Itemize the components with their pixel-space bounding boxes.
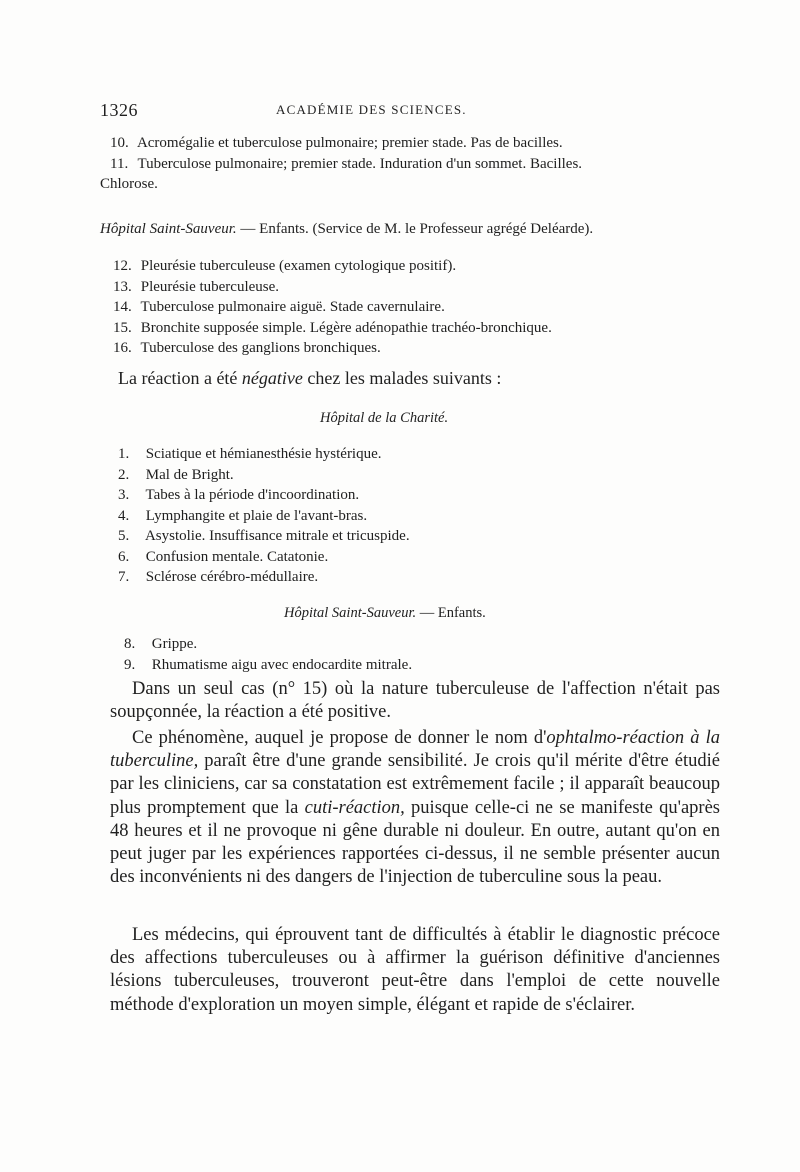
case-list-saint-sauveur-2 <box>124 634 412 675</box>
list-item: 15. Bronchite supposée simple. Légère adénopathie trachéo-bronchique. <box>113 319 552 336</box>
list-item: 2. Mal de Bright. <box>118 466 234 483</box>
paragraph-ophtalmo-reaction: Ce phénomène, auquel je propose de donner le nom d'ophtalmo-réaction à la tuberculine, paraît être d'une grande sensibilité. Je crois qu'il mérite d'être étudié par les cliniciens, car sa constatation est extrêmement facile ; il apparaît beaucoup plus promptement que la cuti-réaction, puisque celle-ci ne se manifeste qu'après 48 heures et il ne provoque ni gêne durable ni douleur. En outre, autant qu'on en peut juger par les expériences rapportées ci-dessus, il ne semble présenter aucun des inconvénients ni des dangers de l'injection de tuberculine sous la peau. <box>110 728 721 888</box>
page-number: 1326 <box>100 100 138 120</box>
list-item: 14. Tuberculose pulmonaire aiguë. Stade cavernulaire. <box>113 299 445 315</box>
paragraph-single-case: Dans un seul cas (n° 15) où la nature tuberculeuse de l'affection n'était pas soupçonnée, la réaction a été positive. <box>110 679 720 723</box>
list-item: 12. Pleurésie tuberculeuse (examen cytologique positif). <box>113 258 457 274</box>
list-item: Chlorose. <box>100 176 158 192</box>
running-head: ACADÉMIE DES SCIENCES. <box>276 102 467 117</box>
list-item: 8. Grippe. <box>124 636 198 652</box>
list-item: 11. Tuberculose pulmonaire; premier stade. Induration d'un sommet. Bacilles. <box>110 155 583 172</box>
list-item: 9. Rhumatisme aigu avec endocardite mitrale. <box>124 656 413 673</box>
list-item: 7. Sclérose cérébro-médullaire. <box>118 569 319 585</box>
case-list-charite <box>118 444 410 588</box>
paragraph-conclusion: Les médecins, qui éprouvent tant de difficultés à établir le diagnostic précoce des affections tuberculeuses ou à affirmer la guérison définitive d'anciennes lésions tuberculeuses, trouveront peut-être dans l'emploi de cette nouvelle méthode d'exploration un moyen simple, élégant et rapide de s'éclairer. <box>110 925 720 1015</box>
case-list-saint-sauveur <box>113 256 552 359</box>
hospital-heading-charite: Hôpital de la Charité. <box>320 410 449 426</box>
list-item: 5. Asystolie. Insuffisance mitrale et tricuspide. <box>118 528 410 544</box>
list-item: 4. Lymphangite et plaie de l'avant-bras. <box>118 507 368 524</box>
list-item: 10. Acromégalie et tuberculose pulmonaire; premier stade. Pas de bacilles. <box>110 135 563 151</box>
page-header <box>100 100 740 130</box>
case-list-top <box>100 133 583 195</box>
list-item: 6. Confusion mentale. Catatonie. <box>118 548 329 565</box>
list-item: 16. Tuberculose des ganglions bronchiques. <box>113 340 381 356</box>
list-item: 13. Pleurésie tuberculeuse. <box>113 278 280 295</box>
list-item: 1. Sciatique et hémianesthésie hystérique. <box>118 446 382 462</box>
list-item: 3. Tabes à la période d'incoordination. <box>118 487 360 503</box>
hospital-heading-saint-sauveur-2: Hôpital Saint-Sauveur. — Enfants. <box>284 605 486 621</box>
hospital-heading-saint-sauveur: Hôpital Saint-Sauveur. — Enfants. (Service de M. le Professeur agrégé Deléarde). <box>100 221 594 237</box>
negative-reaction-intro: La réaction a été négative chez les malades suivants : <box>118 368 502 388</box>
